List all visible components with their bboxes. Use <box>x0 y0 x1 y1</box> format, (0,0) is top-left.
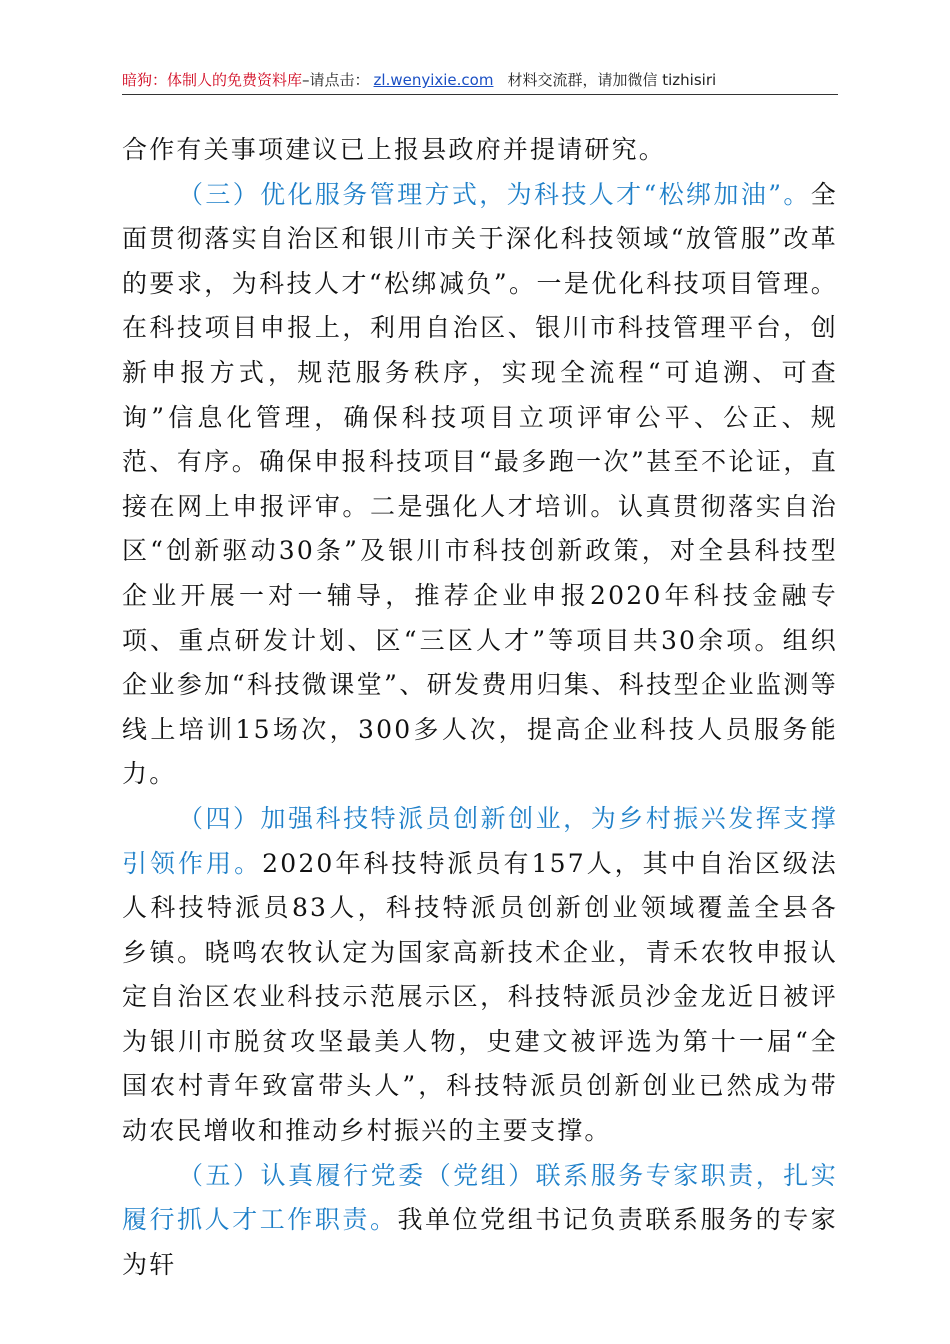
paragraph-section-3 <box>122 173 838 797</box>
paragraph-section-5 <box>122 1154 838 1288</box>
header-site-name: 暗狗：体制人的免费资料库 <box>122 71 303 89</box>
header-wechat-note: 材料交流群，请加微信 tizhisiri <box>507 71 717 89</box>
section-heading-3: （三）优化服务管理方式，为科技人才“松绑加油”。 <box>178 179 811 209</box>
page-header <box>122 66 838 94</box>
paragraph-text: 我单位党组书记负责联系服务的专家为轩 <box>122 1205 838 1279</box>
header-divider <box>122 94 838 95</box>
paragraph-text: 2020年科技特派员有157人，其中自治区级法人科技特派员83人，科技特派员创新创业领域覆盖全县各乡镇。晓鸣农牧认定为国家高新技术企业，青禾农牧申报认定自治区农业科技示范展示区，科技特派员沙金龙近日被评为银川市脱贫攻坚最美人物，史建文被评选为第十一届“全国农村青年致富带头人”，科技特派员创新创业已然成为带动农民增收和推动乡村振兴的主要支撑。 <box>122 848 838 1146</box>
header-link[interactable]: zl.wenyixie.com <box>373 71 494 89</box>
header-prompt: –请点击： <box>302 71 370 89</box>
section-heading-5: （五）认真履行党委（党组）联系服务专家职责，扎实履行抓人才工作职责。 <box>122 1160 838 1235</box>
paragraph-continuation <box>122 128 838 173</box>
paragraph-text: 全面贯彻落实自治区和银川市关于深化科技领域“放管服”改革的要求，为科技人才“松绑减负”。一是优化科技项目管理。在科技项目申报上，利用自治区、银川市科技管理平台，创新申报方式，规范服务秩序，实现全流程“可追溯、可查询”信息化管理，确保科技项目立项评审公平、公正、规范、有序。确保申报科技项目“最多跑一次”甚至不论证，直接在网上申报评审。二是强化人才培训。认真贯彻落实自治区“创新驱动30条”及银川市科技创新政策，对全县科技型企业开展一对一辅导，推荐企业申报2020年科技金融专项、重点研发计划、区“三区人才”等项目共30余项。组织企业参加“科技微课堂”、研发费用归集、科技型企业监测等线上培训15场次，300多人次，提高企业科技人员服务能力。 <box>122 179 838 789</box>
paragraph-text: 合作有关事项建议已上报县政府并提请研究。 <box>122 135 667 164</box>
paragraph-section-4 <box>122 797 838 1154</box>
document-body <box>122 128 838 1287</box>
section-heading-4: （四）加强科技特派员创新创业，为乡村振兴发挥支撑引领作用。 <box>122 803 838 878</box>
